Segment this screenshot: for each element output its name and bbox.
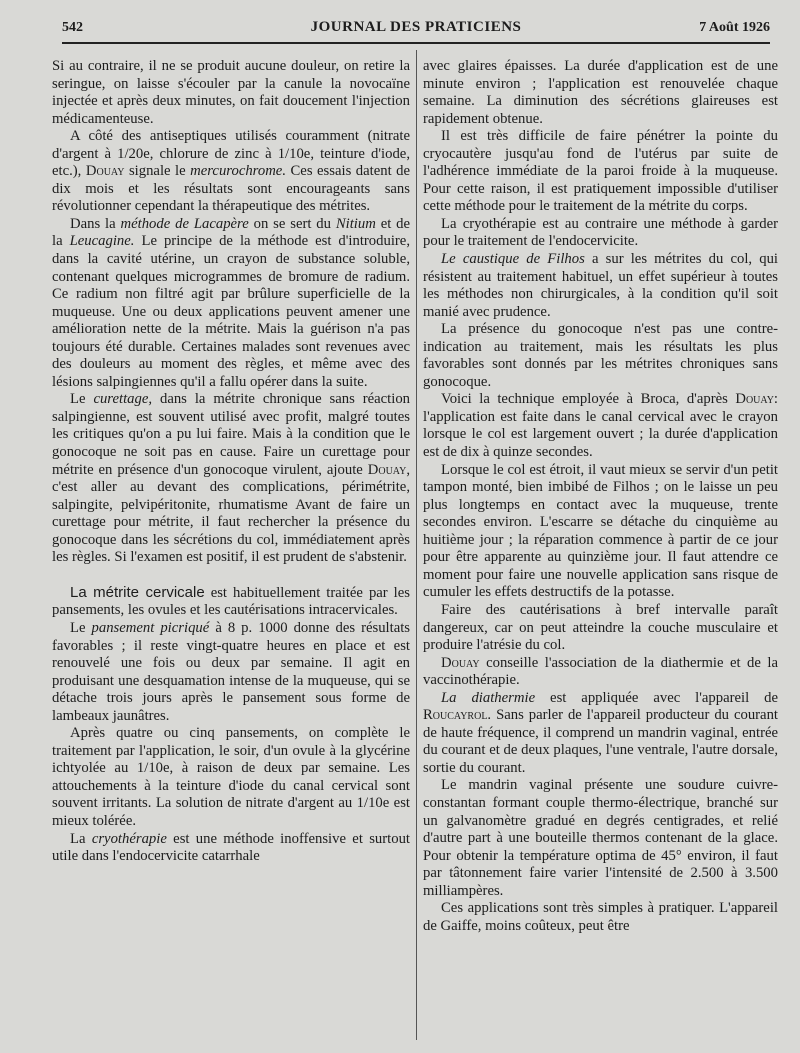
header-rule bbox=[62, 42, 770, 44]
paragraph: A côté des antiseptiques utilisés couramment (nitrate d'argent à 1/20e, chlorure de zinc à 1/10e, teinture d'iode, etc.), Douay signale le mercurochrome. Ces essais datent de dix mois et les résultats sont encourageants sans révolutionner cependant la thérapeutique des métrites. bbox=[52, 128, 410, 215]
paragraph: Le curettage, dans la métrite chronique sans réaction salpingienne, est souvent utilisé avec profit, malgré toutes les critiques qu'on a pu lui faire. Mais à la condition que le gonocoque ne soit pas en cause. Faire un curettage pour métrite en présence d'un gonocoque virulent, ajoute Douay, c'est aller au devant des complications, périmétrite, salpingite, pelvipéritonite, rhumatisme Avant de faire un curettage pour métrite, il faut rechercher la présence du gonocoque dans les sécrétions du col, immédiatement après les règles. Si l'examen est positif, il est prudent de s'abstenir. bbox=[52, 391, 410, 566]
paragraph: Le mandrin vaginal présente une soudure cuivre-constantan formant couple thermo-électrique, branché sur un galvanomètre gradué en degrés centigrades, et relié d'autre part à une bouteille thermos contenant de la glace. Pour obtenir la température optima de 45° environ, il faut par tâtonnement faire varier l'intensité de 2.500 à 3.500 milliampères. bbox=[423, 777, 778, 899]
paragraph: Le pansement picriqué à 8 p. 1000 donne des résultats favorables ; il reste vingt-quatre heures en place et est renouvelé une fois ou deux par semaine. Il agit en produisant une desquamation intense de la muqueuse, qui se détache trois jours après le pansement sous forme de lambeaux jaunâtres. bbox=[52, 619, 410, 724]
paragraph: Dans la méthode de Lacapère on se sert du Nitium et de la Leucagine. Le principe de la méthode est d'introduire, dans la cavité utérine, un crayon de substance soluble, contenant quelques microgrammes de bromure de radium. Ce radium non filtré agit par brûlure superficielle de la muqueuse. Une ou deux applications peuvent amener une amélioration nette de la métrite. Mais la guérison n'a pas toujours été durable. Certaines malades sont revenues avec des douleurs au moment des règles, et même avec des lésions salpingiennes qu'il a fallu opérer dans la suite. bbox=[52, 215, 410, 390]
column-divider bbox=[416, 50, 417, 1040]
paragraph: Lorsque le col est étroit, il vaut mieux se servir d'un petit tampon monté, bien imbibé de Filhos ; on le laisse un peu plus longtemps en contact avec la muqueuse, trente secondes environ. L'escarre se détache du cinquième au huitième jour ; la réparation commence à partir de ce jour pour être apparente au quinzième jour. Il faut attendre ce moment pour faire une nouvelle application sans risque de cumuler les effets destructifs de la potasse. bbox=[423, 461, 778, 601]
paragraph: Voici la technique employée à Broca, d'après Douay: l'application est faite dans le canal cervical avec le crayon lorsque le col est largement ouvert ; la durée d'application est de dix à quinze secondes. bbox=[423, 391, 778, 461]
page-number: 542 bbox=[62, 20, 83, 35]
issue-date: 7 Août 1926 bbox=[699, 20, 770, 35]
paragraph: Faire des cautérisations à bref intervalle paraît dangereux, car on peut atteindre la couche musculaire et produire l'atrésie du col. bbox=[423, 601, 778, 654]
section-gap bbox=[52, 567, 410, 584]
left-column bbox=[52, 58, 410, 1043]
paragraph: Le caustique de Filhos a sur les métrites du col, qui résistent au traitement habituel, un effet supérieur à toutes les méthodes non chirurgicales, à la condition qu'il soit manié avec prudence. bbox=[423, 251, 778, 320]
paragraph: avec glaires épaisses. La durée d'application est de une minute environ ; l'application est renouvelée chaque semaine. La diminution des sécrétions glaireuses est rapidement obtenue. bbox=[423, 58, 778, 127]
paragraph: La cryothérapie est une méthode inoffensive et surtout utile dans l'endocervicite catarrhale bbox=[52, 830, 410, 865]
paragraph: Douay conseille l'association de la diathermie et de la vaccinothérapie. bbox=[423, 654, 778, 689]
journal-title: JOURNAL DES PRATICIENS bbox=[310, 19, 522, 35]
paragraph: La présence du gonocoque n'est pas une contre-indication au traitement, mais les résultats les plus favorables sont donnés par les métrites chroniques sans gonocoque. bbox=[423, 321, 778, 390]
paragraph: Il est très difficile de faire pénétrer la pointe du cryocautère jusqu'au fond de l'utérus par suite de l'adhérence immédiate de la paroi froide à la muqueuse. Pour cette raison, il est pratiquement impossible d'utiliser cette méthode pour le traitement de la métrite du corps. bbox=[423, 128, 778, 215]
paragraph: La cryothérapie est au contraire une méthode à garder pour le traitement de l'endocervicite. bbox=[423, 215, 778, 250]
paragraph: La diathermie est appliquée avec l'appareil de Roucayrol. Sans parler de l'appareil producteur du courant de haute fréquence, il comprend un mandrin vaginal, entrée du courant et de deux plaques, l'une ventrale, l'autre dorsale, sortie du courant. bbox=[423, 689, 778, 776]
running-header bbox=[62, 18, 770, 40]
paragraph: La métrite cervicale est habituellement traitée par les pansements, les ovules et les cautérisations intracervicales. bbox=[52, 583, 410, 619]
section-heading: La métrite cervicale bbox=[70, 583, 205, 601]
paragraph: Après quatre ou cinq pansements, on complète le traitement par l'application, le soir, d'un ovule à la glycérine ichtyolée au 1/10e, à raison de deux par semaine. Les attouchements à la teinture d'iode du canal cervical sont souvent irritants. La solution de nitrate d'argent au 1/10e est mieux tolérée. bbox=[52, 725, 410, 829]
paragraph: Si au contraire, il ne se produit aucune douleur, on retire la seringue, on laisse s'écouler par la canule la novocaïne injectée et après deux minutes, on fait doucement l'injection médicamenteuse. bbox=[52, 58, 410, 127]
right-column bbox=[423, 58, 778, 1043]
paragraph: Ces applications sont très simples à pratiquer. L'appareil de Gaiffe, moins coûteux, peut être bbox=[423, 900, 778, 934]
